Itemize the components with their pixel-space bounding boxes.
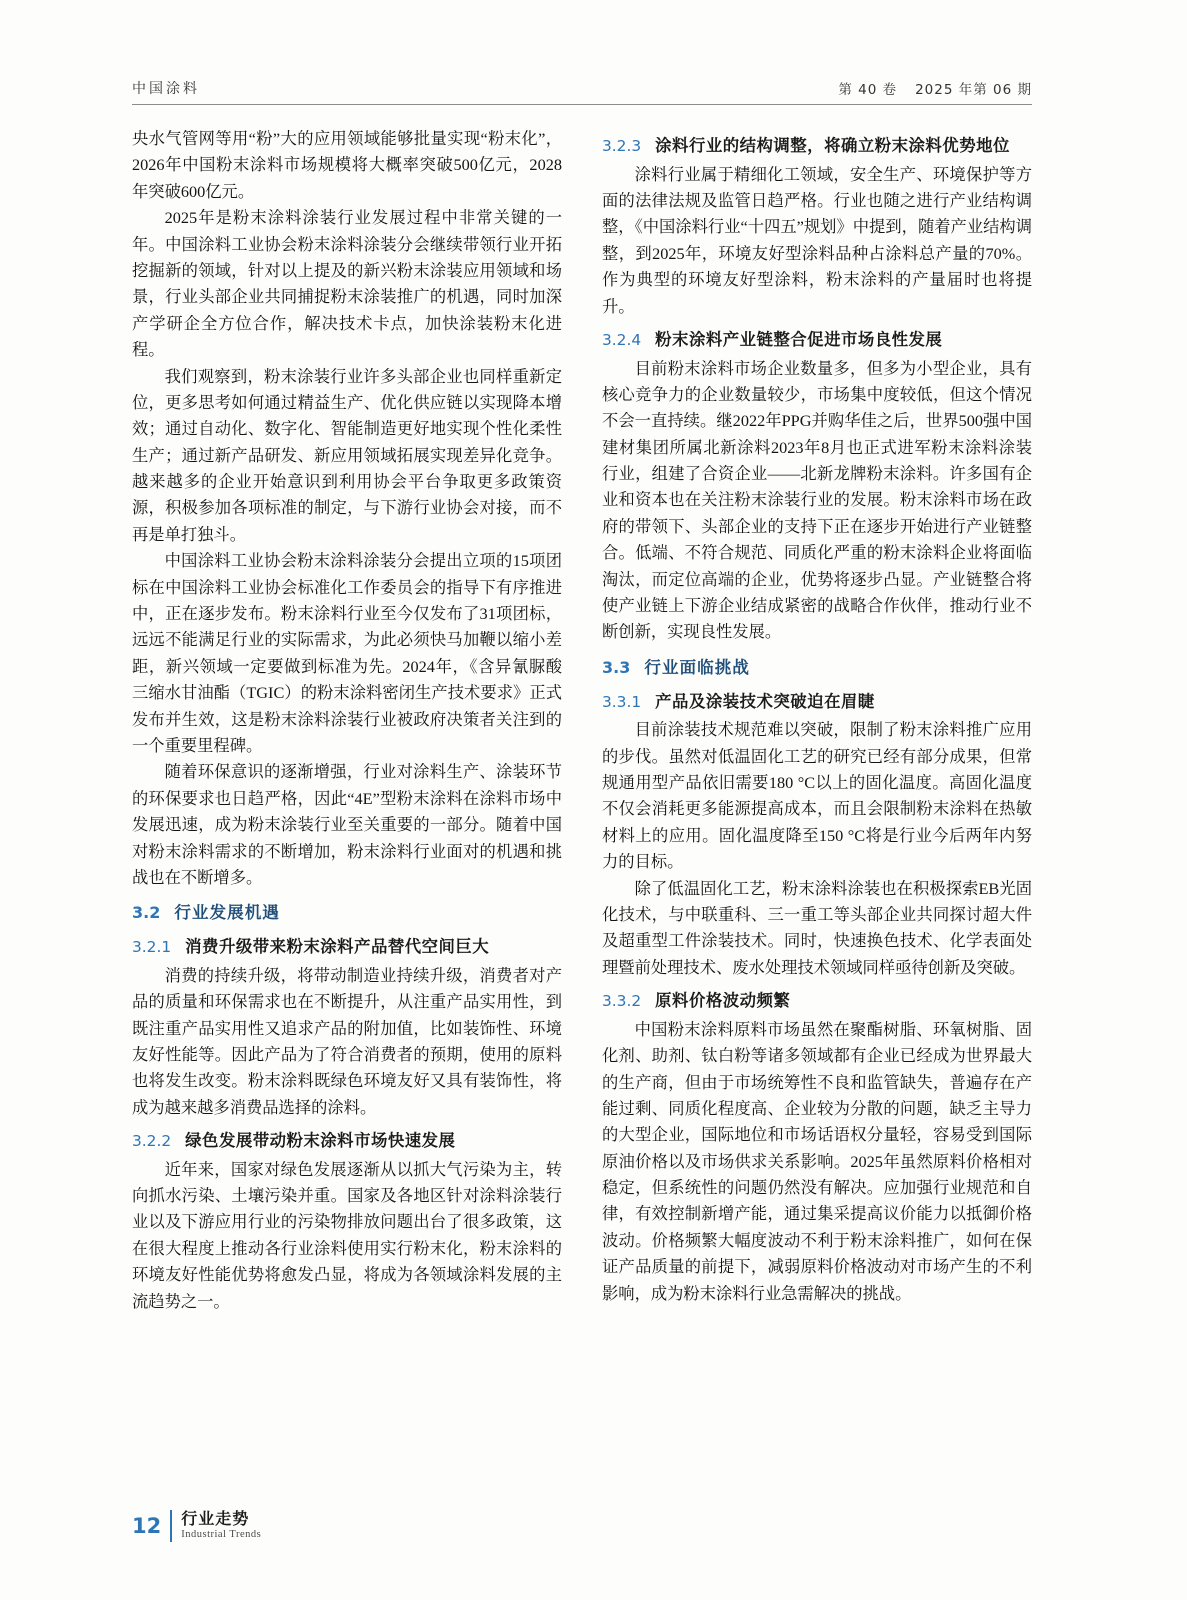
journal-title: 中国涂料: [132, 81, 200, 97]
subsection-heading: [602, 988, 1032, 1015]
paragraph: 中国粉末涂料原料市场虽然在聚酯树脂、环氧树脂、固化剂、助剂、钛白粉等诸多领域都有企业已经成为世界最大的生产商，但由于市场统筹性不良和监管缺失，普遍存在产能过剩、同质化程度高、企业较为分散的问题，缺乏主导力的大型企业，国际地位和市场话语权分量轻，容易受到国际原油价格以及市场供求关系影响。2025年虽然原料价格相对稳定，但系统性的问题仍然没有解决。应加强行业规范和自律，有效控制新增产能，通过集采提高议价能力以抵御价格波动。价格频繁大幅度波动不利于粉末涂料推广，如何在保证产品质量的前提下，减弱原料价格波动对市场产生的不利影响，成为粉末涂料行业急需解决的挑战。: [602, 1019, 1032, 1303]
heading-number: 3.2.1: [132, 938, 172, 957]
section-heading: [132, 900, 562, 927]
section-heading: [602, 655, 1032, 682]
heading-number: 3.2.2: [132, 1132, 172, 1151]
heading-number: 3.3.1: [602, 692, 642, 711]
heading-number: 3.3: [602, 657, 631, 677]
heading-text: 粉末涂料产业链整合促进市场良性发展: [655, 329, 943, 349]
subsection-heading: [602, 327, 1032, 354]
footer-section: [181, 1511, 261, 1540]
header-divider: [132, 104, 1032, 105]
heading-number: 3.2: [132, 903, 161, 923]
volume-label: 第 40 卷: [838, 82, 898, 98]
heading-number: 3.3.2: [602, 992, 642, 1011]
heading-number: 3.2.3: [602, 137, 642, 155]
paragraph: 目前涂装技术规范难以突破，限制了粉末涂料推广应用的步伐。虽然对低温固化工艺的研究已经有部分成果，但常规通用型产品依旧需要180 °C以上的固化温度。高固化温度不仅会消耗更多能源提高成本，而且会限制粉末涂料在热敏材料上的应用。固化温度降至150 °C将是行业今后两年内努力的目标。: [602, 720, 1032, 872]
paragraph: 2025年是粉末涂料涂装行业发展过程中非常关键的一年。中国涂料工业协会粉末涂料涂装分会继续带领行业开拓挖掘新的领域，针对以上提及的新兴粉末涂装应用领域和场景，行业头部企业共同捕捉粉末涂装推广的机遇，同时加深产学研企全方位合作，解决技术卡点，加快涂装粉末化进程。: [132, 208, 562, 360]
paragraph: 目前粉末涂料市场企业数量多，但多为小型企业，具有核心竞争力的企业数量较少，市场集中度较低，但这个情况不会一直持续。继2022年PPG并购华佳之后，世界500强中国建材集团所属北新涂料2023年8月也正式进军粉末涂料涂装行业，组建了合资企业——北新龙牌粉末涂料。许多国有企业和资本也在关注粉末涂装行业的发展。粉末涂料市场在政府的带领下、头部企业的支持下正在逐步开始进行产业链整合。低端、不符合规范、同质化严重的粉末涂料企业将面临淘汰，而定位高端的企业，优势将逐步凸显。产业链整合将使产业链上下游企业结成紧密的战略合作伙伴，推动行业不断创新，实现良性发展。: [602, 358, 1032, 642]
paragraph: 涂料行业属于精细化工领域，安全生产、环境保护等方面的法律法规及监管日趋严格。行业也随之进行产业结构调整，《中国涂料行业“十四五”规划》中提到，随着产业结构调整，到2025年，环境友好型涂料品种占涂料总产量的70%。作为典型的环境友好型涂料，粉末涂料的产量届时也将提升。: [602, 164, 1032, 316]
footer-section-en: Industrial Trends: [181, 1529, 262, 1541]
footer-divider: [170, 1510, 172, 1542]
paragraph: 央水气管网等用“粉”大的应用领域能够批量实现“粉末化”，2026年中国粉末涂料市场规模将大概率突破500亿元，2028年突破600亿元。: [132, 129, 562, 201]
heading-number: 3.2.4: [602, 330, 642, 349]
footer-section-cn: 行业走势: [181, 1511, 250, 1529]
subsection-heading: [602, 689, 1032, 716]
heading-text: 产品及涂装技术突破迫在眉睫: [655, 691, 875, 711]
page-footer: [132, 1510, 261, 1542]
heading-text: 涂料行业的结构调整，将确立粉末涂料优势地位: [655, 136, 1010, 155]
heading-text: 行业发展机遇: [174, 903, 280, 923]
heading-text: 行业面临挑战: [644, 657, 750, 677]
heading-text: 绿色发展带动粉末涂料市场快速发展: [185, 1131, 456, 1151]
paragraph: 消费的持续升级，将带动制造业持续升级，消费者对产品的质量和环保需求也在不断提升，从注重产品实用性，到既注重产品实用性又追求产品的附加值，比如装饰性、环境友好性能等。因此产品为了符合消费者的预期，使用的原料也将发生改变。粉末涂料既绿色环境友好又具有装饰性，将成为越来越多消费品选择的涂料。: [132, 965, 562, 1117]
subsection-heading: [602, 133, 1032, 160]
heading-text: 消费升级带来粉末涂料产品替代空间巨大: [185, 937, 490, 957]
page-header: [132, 78, 1032, 98]
issue-label: 2025 年第 06 期: [915, 82, 1032, 98]
paragraph: 除了低温固化工艺，粉末涂料涂装也在积极探索EB光固化技术，与中联重科、三一重工等头部企业共同探讨超大件及超重型工件涂装技术。同时，快速换色技术、化学表面处理暨前处理技术、废水处理技术领域同样亟待创新及突破。: [602, 878, 1032, 977]
subsection-heading: [132, 934, 562, 961]
heading-text: 原料价格波动频繁: [655, 991, 791, 1011]
issue-info: [838, 78, 1032, 98]
subsection-heading: [132, 1128, 562, 1155]
left-column: [132, 126, 562, 1315]
right-column: [602, 126, 1032, 1307]
paragraph: 我们观察到，粉末涂装行业许多头部企业也同样重新定位，更多思考如何通过精益生产、优化供应链以实现降本增效；通过自动化、数字化、智能制造更好地实现个性化柔性生产；通过新产品研发、新应用领域拓展实现差异化竞争。越来越多的企业开始意识到利用协会平台争取更多政策资源，积极参加各项标准的制定，与下游行业协会对接，而不再是单打独斗。: [132, 366, 562, 544]
paragraph: 中国涂料工业协会粉末涂料涂装分会提出立项的15项团标在中国涂料工业协会标准化工作委员会的指导下有序推进中，正在逐步发布。粉末涂料行业至今仅发布了31项团标，远远不能满足行业的实际需求，为此必须快马加鞭以缩小差距，新兴领域一定要做到标准为先。2024年，《含异氰脲酸三缩水甘油酯（TGIC）的粉末涂料密闭生产技术要求》正式发布并生效，这是粉末涂料涂装行业被政府决策者关注到的一个重要里程碑。: [132, 551, 562, 755]
paragraph: 随着环保意识的逐渐增强，行业对涂料生产、涂装环节的环保要求也日趋严格，因此“4E”型粉末涂料在涂料市场中发展迅速，成为粉末涂装行业至关重要的一部分。随着中国对粉末涂料需求的不断增加，粉末涂料行业面对的机遇和挑战也在不断增多。: [132, 762, 562, 887]
paragraph: 近年来，国家对绿色发展逐渐从以抓大气污染为主，转向抓水污染、土壤污染并重。国家及各地区针对涂料涂装行业以及下游应用行业的污染物排放问题出台了很多政策，这在很大程度上推动各行业涂料使用实行粉末化，粉末涂料的环境友好性能优势将愈发凸显，将成为各领域涂料发展的主流趋势之一。: [132, 1159, 562, 1311]
page-number: 12: [132, 1514, 162, 1538]
